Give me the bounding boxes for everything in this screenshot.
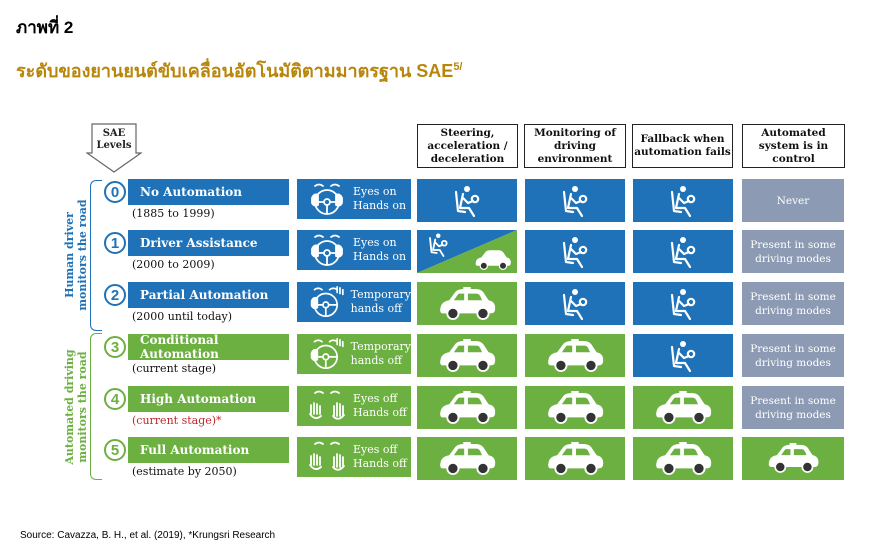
group-label-automated-line2: monitors the road <box>76 351 89 463</box>
driver-involvement-text <box>351 340 411 368</box>
autonomous-car-icon <box>436 391 498 425</box>
driver-involvement-text <box>353 236 406 264</box>
monitoring-cell <box>525 230 625 273</box>
steering-cell <box>417 282 517 325</box>
level-name-bar: Driver Assistance <box>128 230 289 256</box>
driver-seated-icon <box>560 184 590 218</box>
system-control-text: Present in some driving modes <box>750 290 836 317</box>
driver-involvement-box <box>297 179 411 219</box>
system-control-cell <box>742 386 844 429</box>
driver-seated-icon <box>452 184 482 218</box>
steering-wheel-temporary-icon <box>305 336 347 372</box>
monitoring-cell <box>525 437 625 480</box>
hands-off-icon <box>305 388 349 424</box>
driver-involvement-line2: Hands off <box>353 406 407 419</box>
system-control-cell <box>742 282 844 325</box>
system-control-text: Present in some driving modes <box>750 238 836 265</box>
level-period: (1885 to 1999) <box>132 207 215 220</box>
source-note: Source: Cavazza, B. H., et al. (2019), *Krungsri Research <box>20 530 276 541</box>
level-name-bar: Full Automation <box>128 437 289 463</box>
driver-involvement-box <box>297 334 411 374</box>
autonomous-car-icon <box>436 287 498 321</box>
level-period: (current stage) <box>132 362 217 375</box>
driver-involvement-box <box>297 437 411 477</box>
driver-involvement-line2: Hands on <box>353 199 407 212</box>
steering-cell <box>417 230 517 273</box>
sae-levels-label-line2: Levels <box>96 140 132 151</box>
system-control-text: Present in some driving modes <box>750 394 836 421</box>
driver-involvement-text <box>351 288 411 316</box>
level-name-bar: Conditional Automation <box>128 334 289 360</box>
driver-involvement-box <box>297 282 411 322</box>
monitoring-cell <box>525 179 625 222</box>
monitoring-cell <box>525 282 625 325</box>
driver-involvement-line2: Hands off <box>353 457 407 470</box>
driver-involvement-box <box>297 230 411 270</box>
level-number-badge: 3 <box>104 336 126 358</box>
monitoring-cell <box>525 334 625 377</box>
driver-involvement-text <box>353 185 406 213</box>
shared-control-icon <box>417 230 517 273</box>
level-name-bar: Partial Automation <box>128 282 289 308</box>
driver-seated-icon <box>560 287 590 321</box>
fallback-cell <box>633 230 733 273</box>
level-number-badge: 5 <box>104 439 126 461</box>
autonomous-car-icon <box>544 339 606 373</box>
steering-wheel-temporary-icon <box>305 284 347 320</box>
level-number-badge: 4 <box>104 388 126 410</box>
driver-involvement-line1: Eyes off <box>353 443 398 456</box>
driver-involvement-line1: Eyes off <box>353 392 398 405</box>
driver-involvement-line1: Temporary <box>350 340 411 353</box>
group-label-human <box>63 183 93 327</box>
autonomous-car-icon <box>765 443 821 474</box>
level-period: (current stage)* <box>132 414 222 427</box>
driver-involvement-line1: Temporary <box>350 288 411 301</box>
level-period: (2000 to 2009) <box>132 258 215 271</box>
system-control-text: Present in some driving modes <box>750 342 836 369</box>
driver-seated-icon <box>668 287 698 321</box>
fallback-cell <box>633 334 733 377</box>
figure-label: ภาพที่ 2 <box>16 18 74 37</box>
autonomous-car-icon <box>436 339 498 373</box>
driver-seated-icon <box>668 235 698 269</box>
group-label-human-line2: monitors the road <box>76 199 89 311</box>
driver-involvement-line1: Eyes on <box>353 185 397 198</box>
system-control-text: Never <box>776 194 810 207</box>
fallback-cell <box>633 179 733 222</box>
system-control-cell <box>742 334 844 377</box>
level-name-bar: High Automation <box>128 386 289 412</box>
autonomous-car-icon <box>652 442 714 476</box>
driver-seated-icon <box>668 184 698 218</box>
driver-involvement-line1: Eyes on <box>353 236 397 249</box>
steering-cell <box>417 386 517 429</box>
column-header-monitoring: Monitoring of driving environment <box>524 124 626 168</box>
fallback-cell <box>633 437 733 480</box>
level-name-bar: No Automation <box>128 179 289 205</box>
level-number-badge: 1 <box>104 232 126 254</box>
system-control-cell <box>742 230 844 273</box>
steering-cell <box>417 334 517 377</box>
level-period: (2000 until today) <box>132 310 233 323</box>
hands-off-icon <box>305 439 349 475</box>
driver-involvement-box <box>297 386 411 426</box>
level-number-badge: 2 <box>104 284 126 306</box>
group-label-automated-line1: Automated driving <box>63 349 76 465</box>
level-number-badge: 0 <box>104 181 126 203</box>
autonomous-car-icon <box>544 442 606 476</box>
column-header-steering: Steering, acceleration / deceleration <box>417 124 518 168</box>
autonomous-car-icon <box>436 442 498 476</box>
driver-involvement-line2: hands off <box>350 302 402 315</box>
title-footnote: 5/ <box>453 61 463 73</box>
figure-title-text: ระดับของยานยนต์ขับเคลื่อนอัตโนมัติตามมาตรฐาน SAE <box>16 61 454 81</box>
figure-title <box>16 56 463 85</box>
column-header-fallback: Fallback when automation fails <box>632 124 733 168</box>
driver-involvement-text <box>353 392 407 420</box>
driver-seated-icon <box>668 339 698 373</box>
driver-seated-icon <box>560 235 590 269</box>
fallback-cell <box>633 386 733 429</box>
sae-levels-label <box>86 128 142 152</box>
fallback-cell <box>633 282 733 325</box>
steering-wheel-hands-on-icon <box>305 232 349 268</box>
group-label-automated <box>63 327 93 487</box>
steering-cell <box>417 437 517 480</box>
driver-involvement-line2: hands off <box>350 354 402 367</box>
group-label-human-line1: Human driver <box>63 212 76 298</box>
driver-involvement-text <box>353 443 407 471</box>
system-control-cell <box>742 437 844 480</box>
sae-levels-label-line1: SAE <box>102 128 126 139</box>
system-control-cell <box>742 179 844 222</box>
column-header-system-control: Automated system is in control <box>742 124 845 168</box>
autonomous-car-icon <box>652 391 714 425</box>
steering-wheel-hands-on-icon <box>305 181 349 217</box>
steering-cell <box>417 179 517 222</box>
driver-involvement-line2: Hands on <box>353 250 407 263</box>
level-period: (estimate by 2050) <box>132 465 237 478</box>
autonomous-car-icon <box>544 391 606 425</box>
monitoring-cell <box>525 386 625 429</box>
